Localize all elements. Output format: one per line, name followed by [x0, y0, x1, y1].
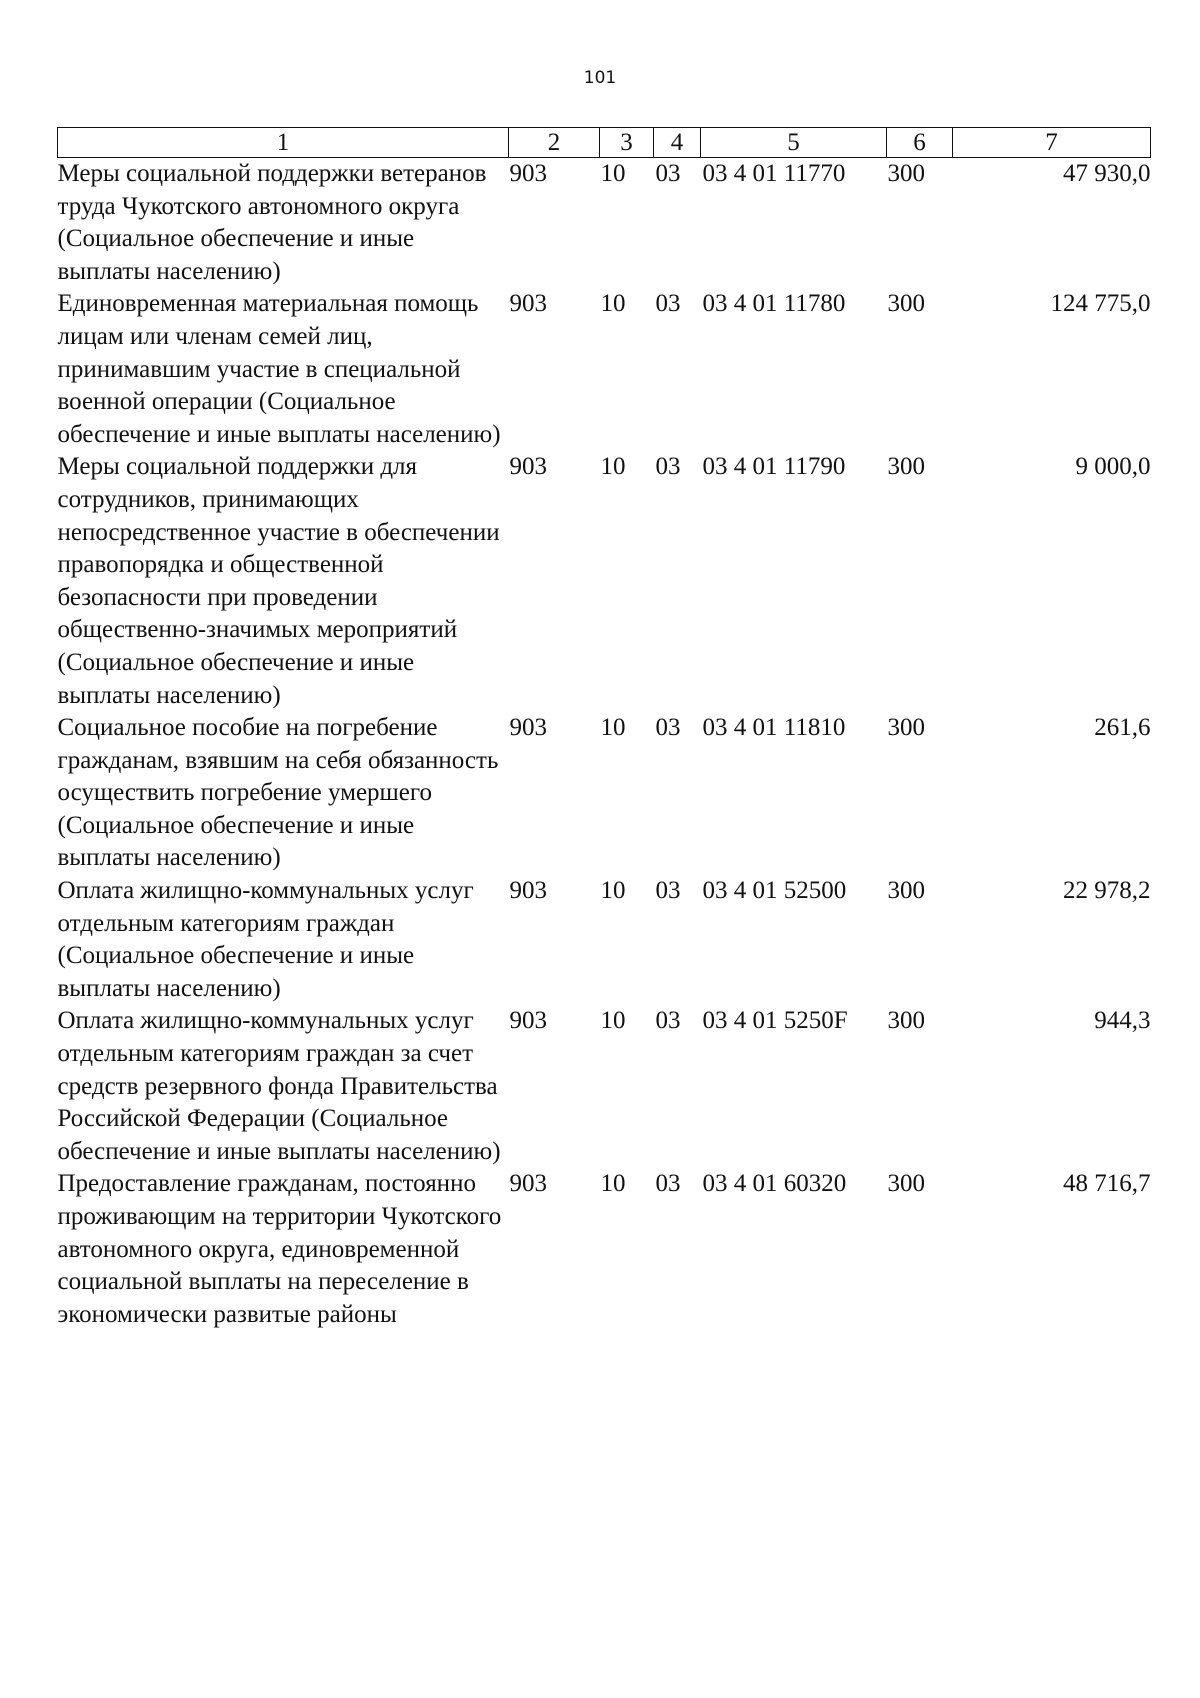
row-name: Социальное пособие на погребение гражданам, взявшим на себя обязанность осуществить погребение умершего (Социальное обеспечение и иные выплаты населению)	[57, 714, 499, 872]
row-expense-type: 300	[887, 877, 925, 905]
row-section-code: 10	[600, 453, 626, 481]
row-name: Оплата жилищно-коммунальных услуг отдельным категориям граждан за счет средств резервного фонда Правительства Российской Федерации (Социальное обеспечение и иные выплаты населению)	[57, 1007, 501, 1165]
table-row	[58, 158, 1151, 289]
header-row	[58, 128, 1151, 158]
row-section-code: 10	[600, 1170, 626, 1198]
row-amount: 22 978,2	[1063, 877, 1151, 905]
row-target-code: 03 4 01 11780	[702, 290, 846, 318]
row-amount: 944,3	[1094, 1007, 1151, 1035]
row-subsection-code: 03	[655, 1170, 681, 1198]
row-target-code: 03 4 01 11770	[702, 160, 846, 187]
table-row	[58, 1168, 1151, 1331]
row-ministry-code: 903	[509, 1170, 547, 1198]
row-name: Единовременная материальная помощь лицам или членам семей лиц, принимавшим участие в специальной военной операции (Социальное обеспечение и иные выплаты населению)	[57, 290, 501, 448]
row-ministry-code: 903	[509, 877, 547, 905]
row-section-code: 10	[600, 160, 626, 187]
row-amount: 261,6	[1094, 714, 1151, 742]
table-row	[58, 1005, 1151, 1168]
row-target-code: 03 4 01 11810	[702, 714, 846, 742]
row-section-code: 10	[600, 1007, 626, 1035]
row-expense-type: 300	[887, 453, 925, 481]
row-section-code: 10	[600, 714, 626, 742]
row-name: Оплата жилищно-коммунальных услуг отдельным категориям граждан (Социальное обеспечение и иные выплаты населению)	[57, 877, 474, 1002]
column-header-2: 2	[509, 128, 600, 158]
column-header-3: 3	[600, 128, 654, 158]
row-subsection-code: 03	[655, 877, 681, 905]
row-target-code: 03 4 01 60320	[702, 1170, 847, 1198]
row-ministry-code: 903	[509, 714, 547, 742]
row-target-code: 03 4 01 11790	[702, 453, 846, 481]
column-header-7: 7	[953, 128, 1151, 158]
row-amount: 47 930,0	[1063, 160, 1151, 187]
row-ministry-code: 903	[509, 453, 547, 481]
row-amount: 124 775,0	[1050, 290, 1151, 318]
row-expense-type: 300	[887, 160, 925, 187]
row-target-code: 03 4 01 52500	[702, 877, 847, 905]
row-subsection-code: 03	[655, 290, 681, 318]
row-subsection-code: 03	[655, 714, 681, 742]
column-header-1: 1	[58, 128, 509, 158]
column-header-6: 6	[887, 128, 953, 158]
row-expense-type: 300	[887, 290, 925, 318]
row-name: Предоставление гражданам, постоянно проживающим на территории Чукотского автономного округа, единовременной социальной выплаты на переселение в экономически развитые районы	[57, 1170, 502, 1328]
row-name: Меры социальной поддержки ветеранов труда Чукотского автономного округа (Социальное обеспечение и иные выплаты населению)	[57, 160, 487, 285]
row-expense-type: 300	[887, 1170, 925, 1198]
page-number: 101	[583, 68, 617, 88]
table-row	[58, 288, 1151, 451]
row-expense-type: 300	[887, 1007, 925, 1035]
column-header-5: 5	[701, 128, 887, 158]
budget-table	[57, 127, 1151, 1331]
row-ministry-code: 903	[509, 1007, 547, 1035]
table-row	[58, 875, 1151, 1005]
row-expense-type: 300	[887, 714, 925, 742]
row-ministry-code: 903	[509, 160, 547, 187]
row-section-code: 10	[600, 290, 626, 318]
row-amount: 9 000,0	[1075, 453, 1151, 481]
row-target-code: 03 4 01 5250F	[702, 1007, 848, 1035]
row-ministry-code: 903	[509, 290, 547, 318]
row-name: Меры социальной поддержки для сотрудников, принимающих непосредственное участие в обеспечении правопорядка и общественной безопасности при проведении общественно-значимых мероприятий (Социальное обеспечение и иные выплаты населению)	[57, 453, 500, 709]
table-row	[58, 451, 1151, 712]
row-subsection-code: 03	[655, 453, 681, 481]
row-subsection-code: 03	[655, 1007, 681, 1035]
table-row	[58, 712, 1151, 875]
row-section-code: 10	[600, 877, 626, 905]
row-subsection-code: 03	[655, 160, 681, 187]
row-amount: 48 716,7	[1063, 1170, 1151, 1198]
column-header-4: 4	[654, 128, 701, 158]
